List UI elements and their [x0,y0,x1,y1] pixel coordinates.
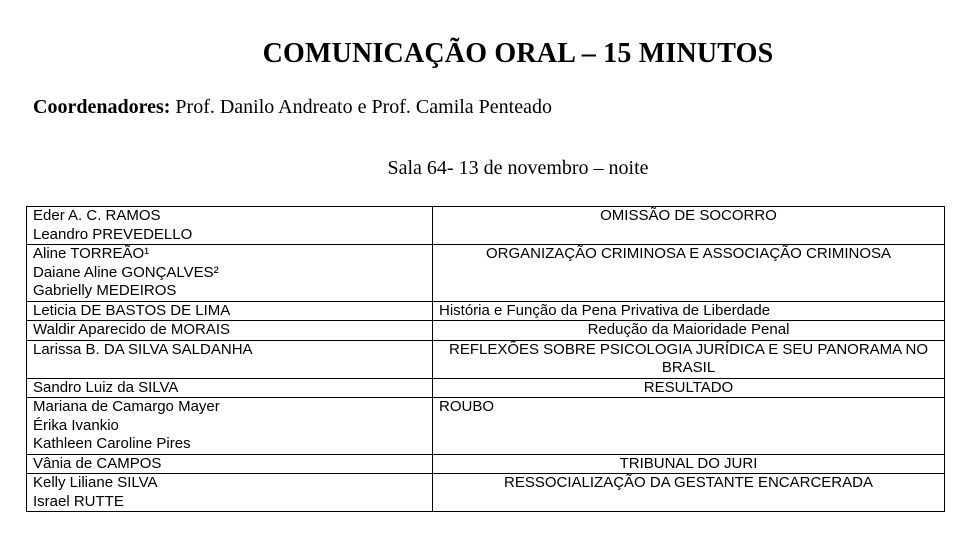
topic-cell: OMISSÃO DE SOCORRO [433,207,945,245]
author-name: Vânia de CAMPOS [33,454,162,472]
author-name: Eder A. C. RAMOS [33,207,161,224]
author-name: Waldir Aparecido de MORAIS [33,321,231,338]
topic-cell: RESSOCIALIZAÇÃO DA GESTANTE ENCARCERADA [433,474,945,512]
table-row [27,454,945,474]
author-name: Aline TORREÃO¹ [33,245,150,262]
author-name: Larissa B. DA SILVA SALDANHA [33,340,253,358]
authors-cell [27,454,433,474]
authors-cell [27,321,433,341]
author-name: Israel RUTTE [33,492,124,510]
topic-cell: ORGANIZAÇÃO CRIMINOSA E ASSOCIAÇÃO CRIMINOSA [433,245,945,302]
authors-cell [27,474,433,512]
authors-cell [27,398,433,455]
author-name: Daiane Aline GONÇALVES² [33,263,219,281]
authors-cell [27,301,433,321]
author-name: Kathleen Caroline Pires [33,435,191,452]
topic-cell: História e Função da Pena Privativa de Liberdade [433,301,945,321]
coordinators-names: Prof. Danilo Andreato e Prof. Camila Penteado [170,96,552,118]
author-name: Kelly Liliane SILVA [33,474,158,491]
author-name: Sandro Luiz da SILVA [33,378,179,396]
topic-cell: ROUBO [433,398,945,455]
table-row [27,474,945,512]
schedule-table [26,206,945,512]
table-row [27,321,945,341]
author-name: Mariana de Camargo Mayer [33,398,220,415]
topic-cell: REFLEXÕES SOBRE PSICOLOGIA JURÍDICA E SEU PANORAMA NO BRASIL [433,340,945,378]
authors-cell [27,245,433,302]
session-info: Sala 64- 13 de novembro – noite [387,157,649,179]
authors-cell [27,340,433,378]
topic-cell: TRIBUNAL DO JURI [433,454,945,474]
table-row [27,398,945,455]
author-name: Leandro PREVEDELLO [33,225,193,243]
table-row [27,301,945,321]
topic-cell: RESULTADO [433,378,945,398]
table-row [27,207,945,245]
coordinators-label: Coordenadores: [33,96,171,118]
author-name: Gabrielly MEDEIROS [33,282,177,299]
table-row [27,245,945,302]
coordinators-line [33,96,552,119]
author-name: Érika Ivankio [33,416,119,434]
schedule-table-body [27,207,945,512]
topic-cell: Redução da Maioridade Penal [433,321,945,341]
table-row [27,378,945,398]
authors-cell [27,207,433,245]
author-name: Leticia DE BASTOS DE LIMA [33,301,231,319]
authors-cell [27,378,433,398]
page-title: COMUNICAÇÃO ORAL – 15 MINUTOS [262,38,774,69]
table-row [27,340,945,378]
